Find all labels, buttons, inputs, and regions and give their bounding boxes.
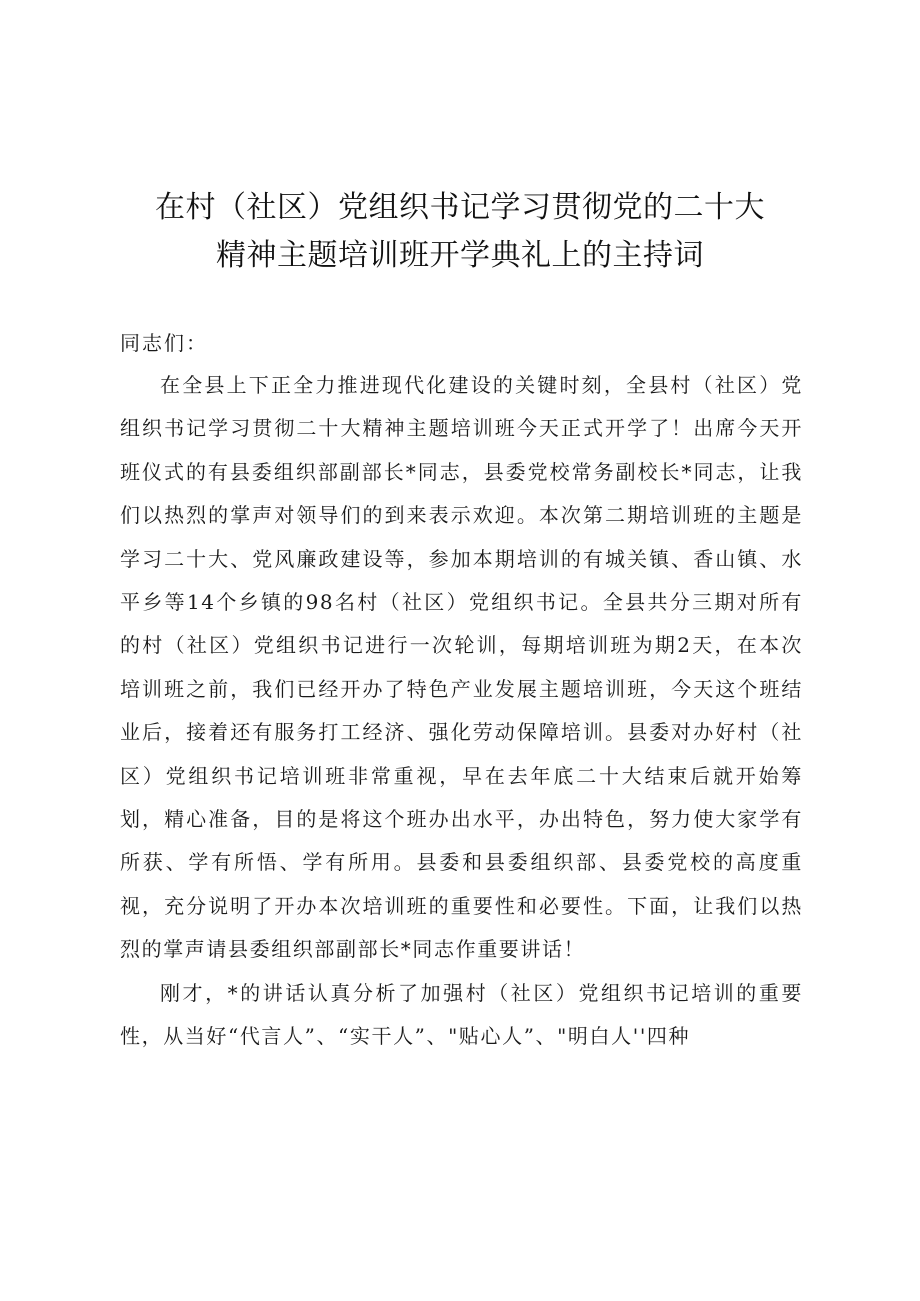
document-title-line-1: 在村（社区）党组织书记学习贯彻党的二十大	[155, 190, 765, 225]
paragraph-1: 在全县上下正全力推进现代化建设的关键时刻，全县村（社区）党组织书记学习贯彻二十大精神主题培训班今天正式开学了！出席今天开班仪式的有县委组织部副部长*同志，县委党校常务副校长*同志，让我们以热烈的掌声对领导们的到来表示欢迎。本次第二期培训班的主题是学习二十大、党风廉政建设等，参加本期培训的有城关镇、香山镇、水平乡等14个乡镇的98名村（社区）党组织书记。全县共分三期对所有的村（社区）党组织书记进行一次轮训，每期培训班为期2天，在本次培训班之前，我们已经开办了特色产业发展主题培训班，今天这个班结业后，接着还有服务打工经济、强化劳动保障培训。县委对办好村（社区）党组织书记培训班非常重视，早在去年底二十大结束后就开始筹划，精心准备，目的是将这个班办出水平，办出特色，努力使大家学有所获、学有所悟、学有所用。县委和县委组织部、县委党校的高度重视，充分说明了开办本次培训班的重要性和必要性。下面，让我们以热烈的掌声请县委组织部副部长*同志作重要讲话！	[120, 373, 803, 962]
document-title-line-2: 精神主题培训班开学典礼上的主持词	[216, 238, 704, 273]
salutation: 同志们：	[120, 331, 208, 355]
paragraph-2: 刚才，*的讲话认真分析了加强村（社区）党组织书记培训的重要性，从当好“代言人”、“实干人”、"贴心人”、"明白人''四种	[120, 980, 803, 1049]
document-body	[120, 364, 803, 1059]
